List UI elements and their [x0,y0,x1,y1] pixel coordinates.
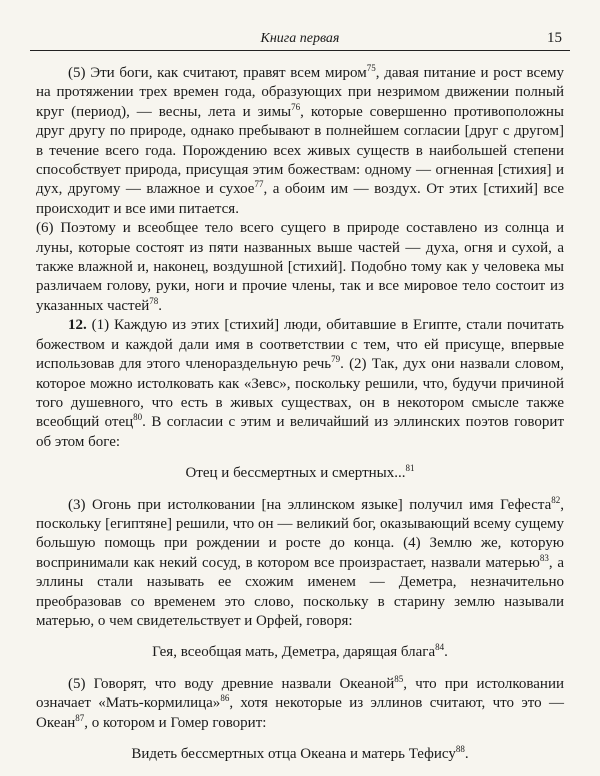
text-run: (5) Говорят, что воду древние назвали Океаной [68,675,395,692]
text-run: (6) Поэтому и всеобщее тело всего сущего в природе составлено из солнца и луны, которые состоят из пяти названных выше частей — духа, огня и сухой, а также влажной и, наконец, воздушной [стихий]. Подобно тому как у человека мы различаем голову, руки, ноги и прочие члены, так и все мировое тело состоит из указанных частей [36,220,564,314]
footnote-ref[interactable]: 81 [405,463,415,474]
text-run: , что при истолковании означает «Мать-кормилица» [36,675,564,712]
text-run: . [158,297,163,314]
footnote-ref[interactable]: 80 [133,412,143,423]
footnote-ref[interactable]: 82 [551,494,561,505]
text-run: , которые совершенно противоположны друг другу по природе, однако пребывают в полнейшем согласии [друг с другом] в течение всего года. Порождению всех живых существ в наибольшей степени способствует природа, присущая этим божествам: одному — огненная [стихия] и дух, другому — влажное и сухое [36,103,564,198]
footnote-ref[interactable]: 78 [149,295,159,306]
text-run: , а обоим им — воздух. От этих [стихий] все происходит и все ими питается. [36,181,565,217]
footnote-ref[interactable]: 84 [435,642,445,653]
paragraph-4 [36,496,564,632]
footnote-ref[interactable]: 79 [331,354,341,365]
verse-end: . [444,644,448,661]
footnote-ref[interactable]: 87 [75,712,85,723]
verse-text: Гея, всеобщая мать, Деметра, дарящая блага [152,644,436,661]
text-run: , давая питание и рост всему на протяжении трех времен года, образующих при незримом движении полный круг (период), — весны, лета и зимы [36,65,565,120]
text-run: (3) Огонь при истолковании [на эллинском языке] получил имя Гефеста [68,496,552,513]
page-number: 15 [547,30,562,46]
text-run: (5) Эти боги, как считают, правят всем миром [68,65,367,81]
page-header [30,30,570,51]
footnote-ref[interactable]: 76 [291,101,301,112]
text-run: (1) Каждую из этих [стихий] люди, обитавшие в Египте, стали почитать божеством и каждой дали имя в соответствии с тем, что ей присуще, впервые использовав для этого членораздельную речь [36,317,564,373]
footnote-ref[interactable]: 85 [394,673,404,684]
footnote-ref[interactable]: 77 [254,179,264,190]
footnote-ref[interactable]: 83 [539,552,549,563]
verse-end: . [464,746,469,762]
text-run: , о котором и Гомер говорит: [84,714,267,731]
text-run: , хотя некоторые из эллинов считают, что это — Океан [36,695,564,731]
running-head: Книга первая [260,31,340,46]
paragraph-2 [36,219,564,316]
footnote-ref[interactable]: 86 [220,693,230,704]
paragraph-1 [36,64,564,219]
verse-quote-3 [36,745,564,764]
paragraph-5 [36,675,564,733]
body-text [36,64,564,776]
verse-text: Отец и бессмертных и смертных... [185,465,406,482]
text-run: . В согласии с этим и величайший из эллинских поэтов говорит об этом боге: [36,414,564,450]
text-run: . (2) Так, дух они назвали словом, которое можно истолковать как «Зевс», поскольку решили, что, будучи причиной того душевного, что есть в живых существах, он в некотором смысле также всеобщий отец [36,356,564,431]
verse-text: Видеть бессмертных отца Океана и матерь Тефису [131,746,456,762]
verse-quote-1 [36,464,564,483]
paragraph-3 [36,316,564,452]
footnote-ref[interactable]: 75 [366,63,376,73]
text-run: , а эллины стали называть ее схожим именем — Деметра, незначительно преобразовав со временем это слово, поскольку в старину землю называли матерью, о чем свидетельствует и Орфей, говоря: [36,554,564,629]
verse-quote-2 [36,643,564,662]
text-run: , поскольку [египтяне] решили, что он — великий бог, оказывающий всему сущему большую помощь при рождении и росте до конца. (4) Землю же, которую воспринимали как некий сосуд, в котором все произрастает, назвали матерью [36,496,564,571]
section-number: 12. [68,317,87,334]
footnote-ref[interactable]: 88 [455,744,465,754]
